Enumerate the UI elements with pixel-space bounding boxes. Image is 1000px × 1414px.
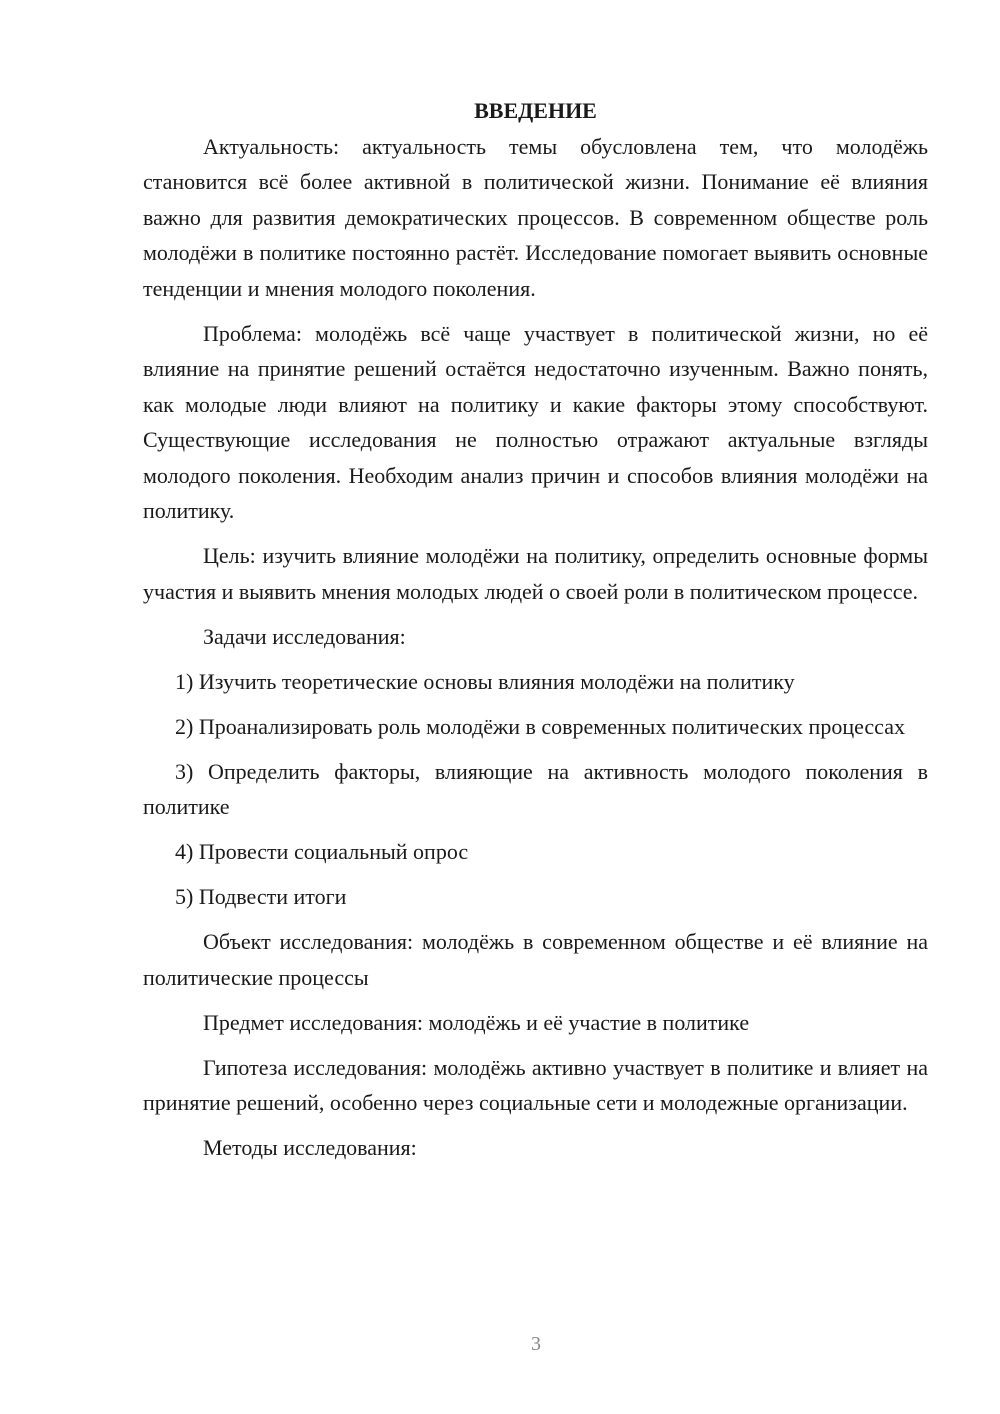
section-title: ВВЕДЕНИЕ	[474, 98, 597, 123]
task-item: 5) Подвести итоги	[175, 884, 347, 909]
problem-paragraph: Проблема: молодёжь всё чаще участвует в политической жизни, но её влияние на принятие решений остаётся недостаточно изученным. Важно понять, как молодые люди влияют на политику и какие факторы этому способствуют. Существующие исследования не полностью отражают актуальные взгляды молодого поколения. Необходим анализ причин и способов влияния молодёжи на политику.	[143, 320, 928, 523]
goal-paragraph: Цель: изучить влияние молодёжи на политику, определить основные формы участия и выявить мнения молодых людей о своей роли в политическом процессе.	[143, 543, 928, 604]
object-paragraph: Объект исследования: молодёжь в современном обществе и её влияние на политические процессы	[143, 929, 928, 990]
hypothesis-paragraph: Гипотеза исследования: молодёжь активно участвует в политике и влияет на принятие решений, особенно через социальные сети и молодежные организации.	[143, 1054, 928, 1115]
relevance-paragraph: Актуальность: актуальность темы обусловлена тем, что молодёжь становится всё более активной в политической жизни. Понимание её влияния важно для развития демократических процессов. В современном обществе роль молодёжи в политике постоянно растёт. Исследование помогает выявить основные тенденции и мнения молодого поколения.	[143, 133, 928, 301]
tasks-heading: Задачи исследования:	[203, 623, 406, 649]
methods-heading: Методы исследования:	[203, 1135, 417, 1160]
page-number: 3	[531, 1333, 541, 1355]
task-item: 1) Изучить теоретические основы влияния молодёжи на политику	[175, 668, 795, 694]
page-content	[143, 93, 928, 1175]
task-item: 4) Провести социальный опрос	[175, 839, 469, 864]
subject-paragraph: Предмет исследования: молодёжь и её участие в политике	[203, 1009, 750, 1035]
task-item: 2) Проанализировать роль молодёжи в современных политических процессах	[175, 713, 905, 739]
task-item: 3) Определить факторы, влияющие на активность молодого поколения в политике	[143, 758, 928, 819]
